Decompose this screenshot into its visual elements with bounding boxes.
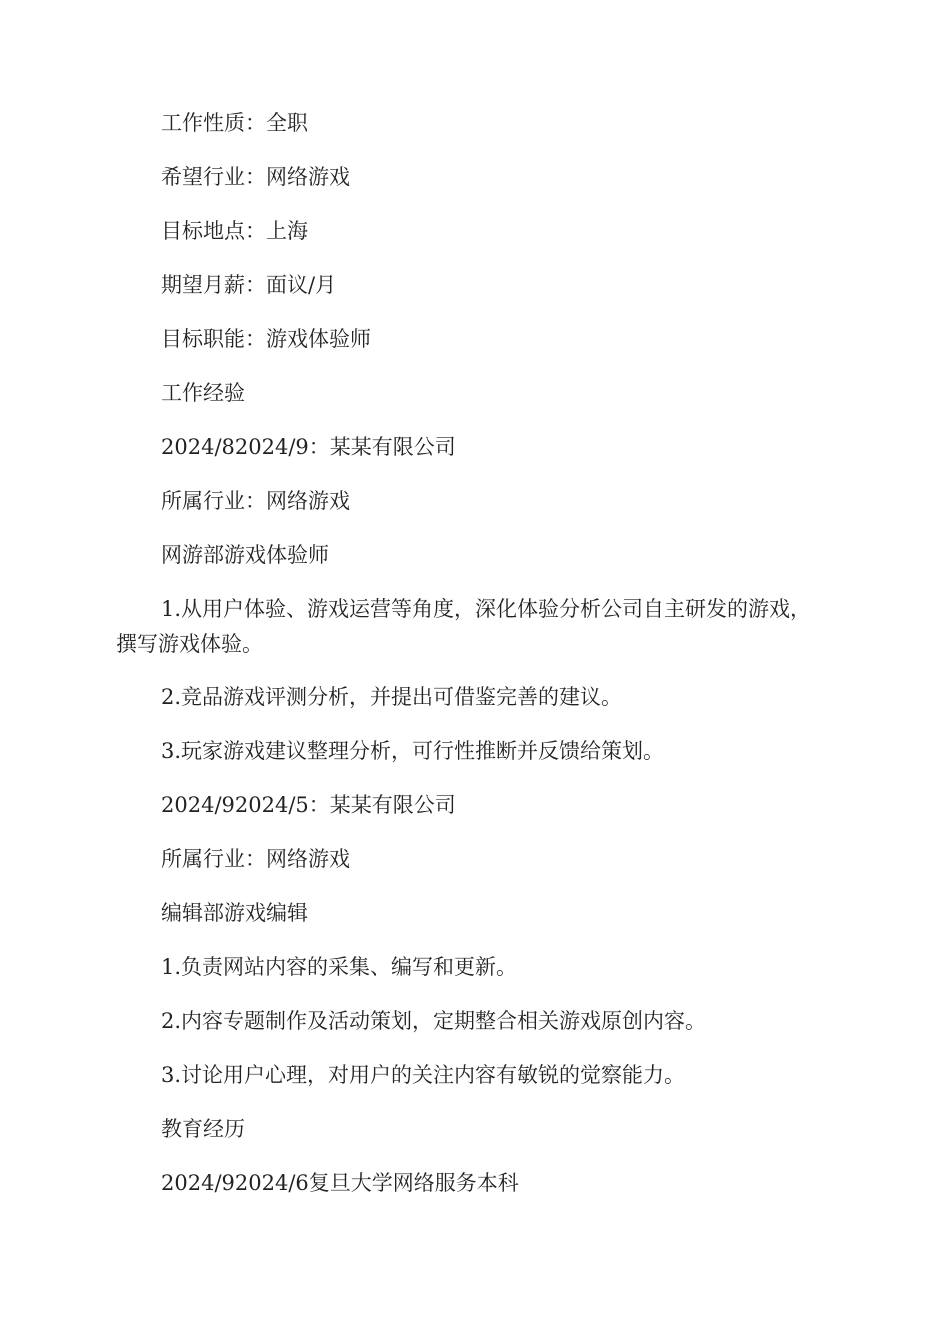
- job2-duty-2: 2.内容专题制作及活动策划，定期整合相关游戏原创内容。: [161, 1009, 707, 1033]
- job2-period-company: 2024/92024/5：某某有限公司: [161, 793, 456, 817]
- job1-duty-1: 1.从用户体验、游戏运营等角度，深化体验分析公司自主研发的游戏，撰写游戏体验。: [116, 597, 812, 656]
- work-experience-heading: 工作经验: [161, 381, 245, 405]
- job1-period-company: 2024/82024/9：某某有限公司: [161, 435, 456, 459]
- target-function-line: 目标职能：游戏体验师: [161, 327, 371, 351]
- desired-industry-line: 希望行业：网络游戏: [161, 165, 350, 189]
- job1-duty-2: 2.竞品游戏评测分析，并提出可借鉴完善的建议。: [161, 685, 623, 709]
- job2-title: 编辑部游戏编辑: [161, 901, 308, 925]
- job1-title: 网游部游戏体验师: [161, 543, 329, 567]
- education-heading: 教育经历: [161, 1117, 245, 1141]
- job2-duty-3: 3.讨论用户心理，对用户的关注内容有敏锐的觉察能力。: [161, 1063, 686, 1087]
- document-body: [116, 110, 816, 1224]
- target-location-line: 目标地点：上海: [161, 219, 308, 243]
- job-type-line: 工作性质：全职: [161, 111, 308, 135]
- expected-salary-line: 期望月薪：面议/月: [161, 273, 337, 297]
- education-entry: 2024/92024/6复旦大学网络服务本科: [161, 1171, 519, 1195]
- job2-industry: 所属行业：网络游戏: [161, 847, 350, 871]
- job1-industry: 所属行业：网络游戏: [161, 489, 350, 513]
- job1-duty-3: 3.玩家游戏建议整理分析，可行性推断并反馈给策划。: [161, 739, 665, 763]
- job2-duty-1: 1.负责网站内容的采集、编写和更新。: [161, 955, 518, 979]
